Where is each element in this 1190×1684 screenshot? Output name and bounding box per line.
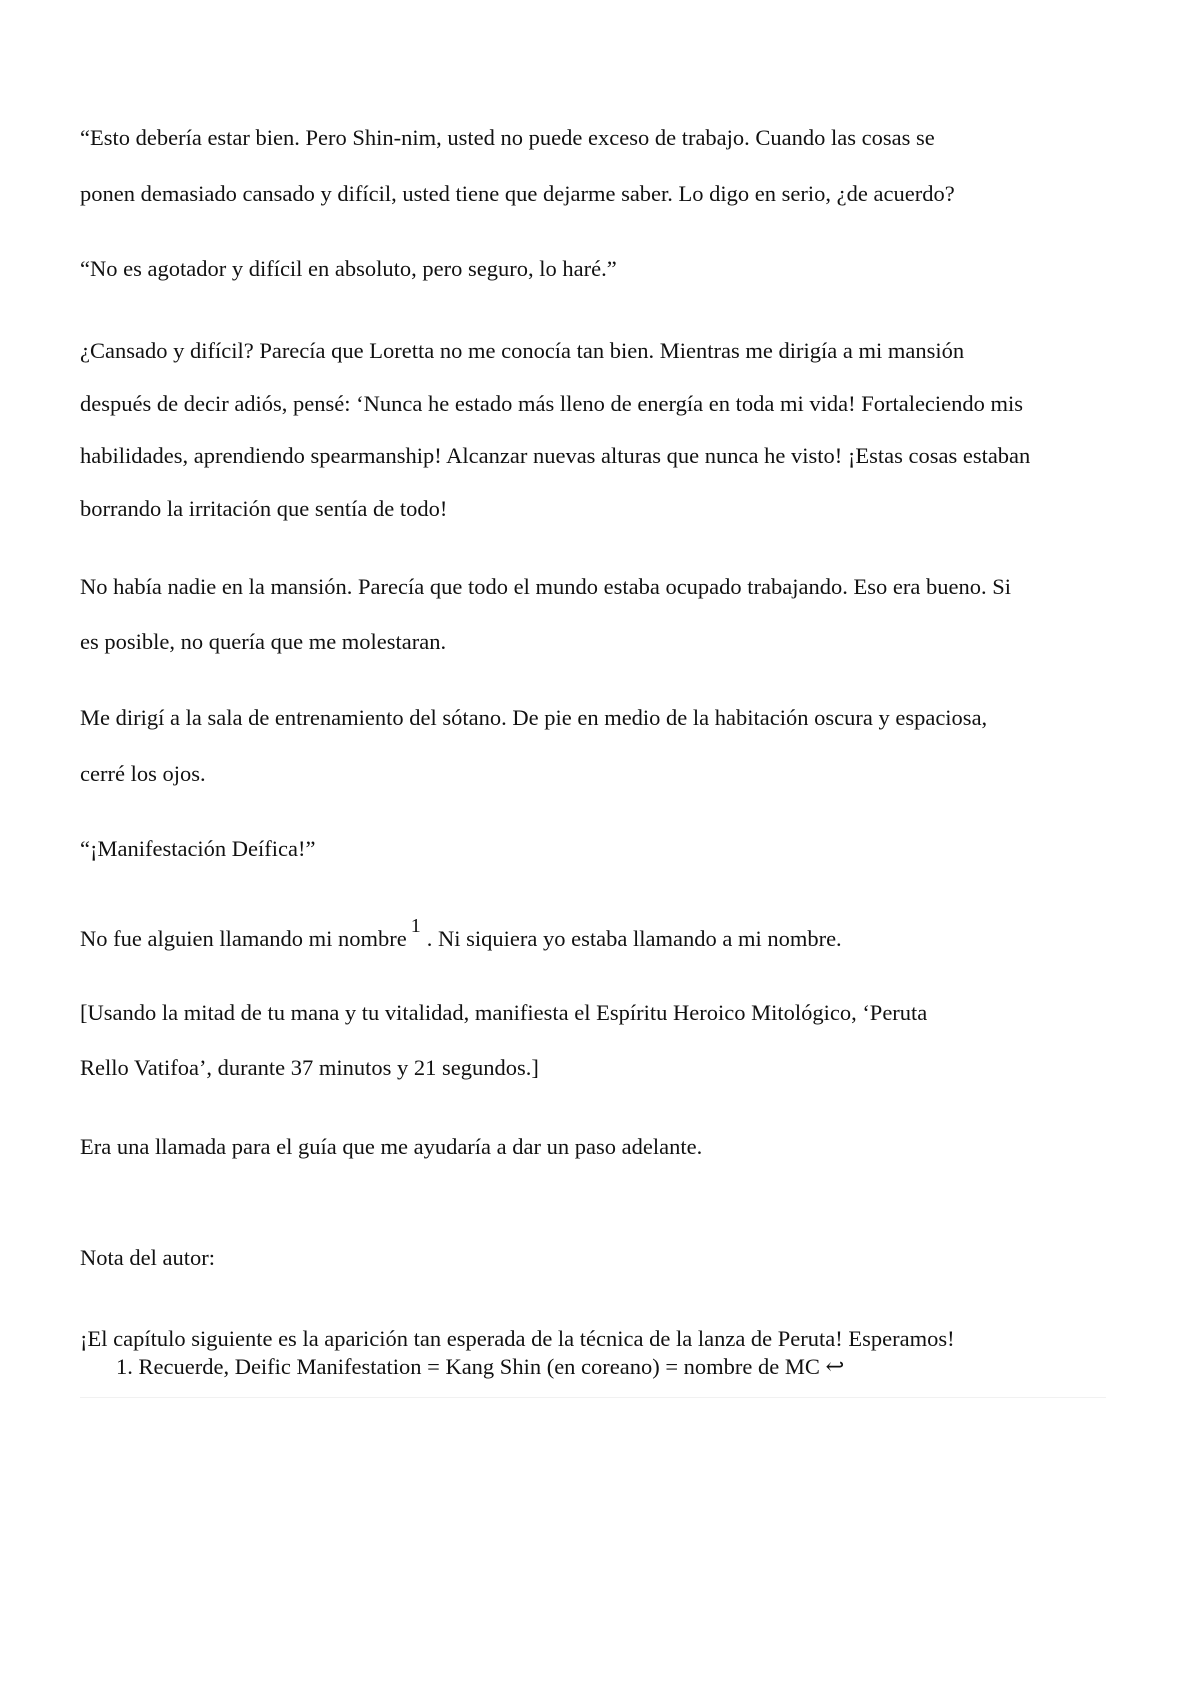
dialogue-line: “No es agotador y difícil en absoluto, pero seguro, lo haré.”: [80, 256, 617, 281]
footnote-reference[interactable]: 1: [410, 915, 421, 937]
paragraph-text: . Ni siquiera yo estaba llamando a mi nombre.: [426, 926, 842, 951]
dialogue-line: “¡Manifestación Deífica!”: [80, 836, 316, 861]
paragraph-line: es posible, no quería que me molestaran.: [80, 629, 447, 654]
footnote-item: 1. Recuerde, Deific Manifestation = Kang Shin (en coreano) = nombre de MC ↩: [116, 1354, 845, 1379]
paragraph-line: después de decir adiós, pensé: ‘Nunca he estado más lleno de energía en toda mi vida! Fortaleciendo mis: [80, 391, 1024, 416]
author-note-label: Nota del autor:: [80, 1245, 215, 1270]
paragraph-line: ¿Cansado y difícil? Parecía que Loretta no me conocía tan bien. Mientras me dirigía a mi mansión: [80, 338, 965, 363]
system-message-line: [Usando la mitad de tu mana y tu vitalidad, manifiesta el Espíritu Heroico Mitológico, ‘Peruta: [80, 1000, 928, 1025]
author-note-text: ¡El capítulo siguiente es la aparición tan esperada de la técnica de la lanza de Peruta! Esperamos!: [80, 1326, 955, 1351]
system-message-line: Rello Vatifoa’, durante 37 minutos y 21 segundos.]: [80, 1055, 539, 1080]
paragraph-line: ponen demasiado cansado y difícil, usted tiene que dejarme saber. Lo digo en serio, ¿de acuerdo?: [80, 181, 955, 206]
footnote-divider: [80, 1397, 1106, 1398]
paragraph-line-with-footnote: [80, 915, 842, 951]
paragraph-line: Me dirigí a la sala de entrenamiento del sótano. De pie en medio de la habitación oscura y espaciosa,: [80, 705, 988, 730]
paragraph-line: habilidades, aprendiendo spearmanship! Alcanzar nuevas alturas que nunca he visto! ¡Estas cosas estaban: [80, 443, 1031, 468]
paragraph-text: No fue alguien llamando mi nombre: [80, 926, 407, 951]
paragraph-line: “Esto debería estar bien. Pero Shin-nim, usted no puede exceso de trabajo. Cuando las cosas se: [80, 125, 935, 150]
paragraph-line: No había nadie en la mansión. Parecía que todo el mundo estaba ocupado trabajando. Eso era bueno. Si: [80, 574, 1011, 599]
paragraph-line: cerré los ojos.: [80, 761, 206, 786]
paragraph-line: Era una llamada para el guía que me ayudaría a dar un paso adelante.: [80, 1134, 703, 1159]
paragraph-line: borrando la irritación que sentía de todo!: [80, 496, 448, 521]
